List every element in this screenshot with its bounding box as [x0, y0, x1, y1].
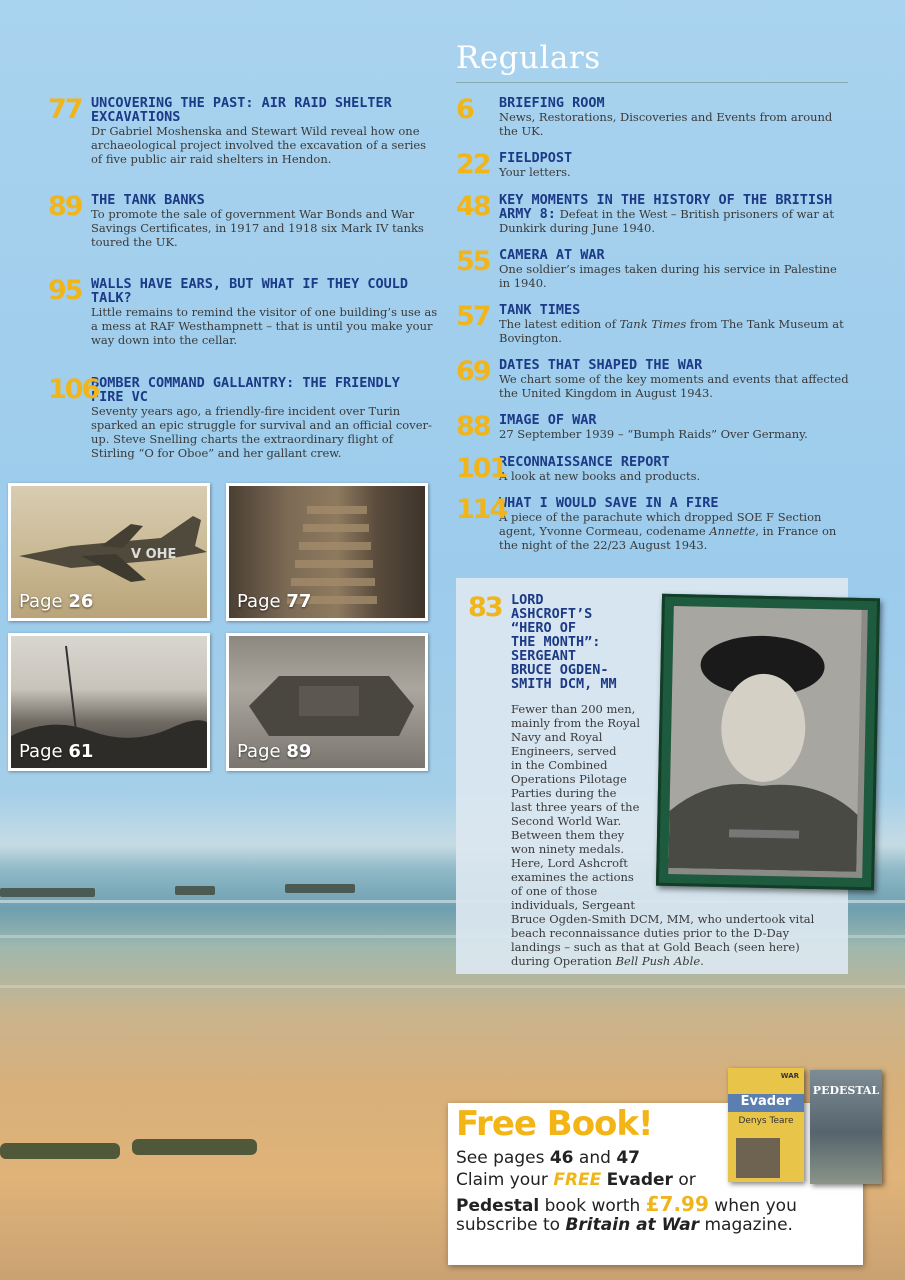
regular-item[interactable] [456, 193, 851, 235]
feature-description: Seventy years ago, a friendly-fire incident over Turin sparked an epic struggle for survival and an official cover-up. Steve Snelling charts the extraordinary flight of Stirling “O for Oboe” and her gallant crew. [91, 404, 432, 460]
regulars-heading: Regulars [456, 40, 601, 76]
regular-item[interactable] [456, 96, 851, 138]
regular-item[interactable] [456, 496, 851, 552]
hero-portrait-frame [656, 594, 880, 891]
regular-page-number: 57 [456, 301, 490, 332]
thumbnail-crowd[interactable] [8, 633, 210, 771]
promo-claim-line: Claim your FREE Evader or [456, 1170, 696, 1190]
regular-page-number: 48 [456, 191, 490, 222]
feature-title: BOMBER COMMAND GALLANTRY: THE FRIENDLY FIRE VC [91, 375, 400, 405]
regular-description: Defeat in the West – British prisoners of war at Dunkirk during June 1940. [499, 207, 834, 235]
feature-page-number: 89 [48, 191, 82, 222]
feature-description: To promote the sale of government War Bonds and War Savings Certificates, in 1917 and 1918 six Mark IV tanks toured the UK. [91, 207, 424, 249]
thumbnail-tank[interactable] [226, 633, 428, 771]
thumbnail-aircraft[interactable] [8, 483, 210, 621]
soldier-portrait [668, 606, 868, 878]
hero-title: LORD ASHCROFT’S “HERO OF THE MONTH”: SERGEANT BRUCE OGDEN- SMITH DCM, MM [511, 592, 617, 692]
regular-item[interactable] [456, 413, 851, 441]
regular-title: DATES THAT SHAPED THE WAR [499, 357, 703, 373]
hero-description: Fewer than 200 men, mainly from the Royal Navy and Royal Engineers, served in the Combined Operations Pilotage Parties during the last three years of the Second World War. Between them they won ninety medals. Here, Lord Ashcroft examines the actions of one of those individuals, Sergeant Bruce Ogden-Smith DCM, MM, who undertook vital beach reconnaissance duties prior to the D-Day landings – such as that at Gold Beach (seen here) during Operation Bell Push Able. [511, 702, 815, 968]
feature-page-number: 95 [48, 275, 82, 306]
regular-page-number: 55 [456, 246, 490, 277]
regular-page-number: 114 [456, 494, 507, 525]
feature-item[interactable] [48, 376, 440, 460]
shore-rocks [0, 1143, 120, 1159]
feature-description: Dr Gabriel Moshenska and Stewart Wild reveal how one archaeological project involved the excavation of a series of five public air raid shelters in Hendon. [91, 124, 427, 166]
regular-item[interactable] [456, 248, 851, 290]
thumbnail-stairway[interactable] [226, 483, 428, 621]
regular-page-number: 101 [456, 453, 507, 484]
regular-title: KEY MOMENTS IN THE HISTORY OF THE BRITISH ARMY 8: [499, 192, 833, 222]
thumbnail-caption: Page 26 [19, 591, 94, 612]
divider [456, 82, 848, 83]
promo-pages-line: See pages 46 and 47 [456, 1148, 640, 1168]
regular-title: CAMERA AT WAR [499, 247, 605, 263]
regular-description: News, Restorations, Discoveries and Events from around the UK. [499, 110, 833, 138]
regular-title: IMAGE OF WAR [499, 412, 597, 428]
regular-page-number: 88 [456, 411, 490, 442]
feature-title: WALLS HAVE EARS, BUT WHAT IF THEY COULD TALK? [91, 276, 408, 306]
pedestal-book-cover[interactable]: PEDESTAL [810, 1070, 882, 1184]
regular-item[interactable] [456, 303, 851, 345]
regular-title: BRIEFING ROOM [499, 95, 605, 111]
regular-description: We chart some of the key moments and events that affected the United Kingdom in August 1943. [499, 372, 849, 400]
feature-item[interactable] [48, 193, 440, 249]
regular-title: WHAT I WOULD SAVE IN A FIRE [499, 495, 719, 511]
surf-line [0, 985, 905, 988]
regular-item[interactable] [456, 358, 851, 400]
regular-description: The latest edition of Tank Times from The Tank Museum at Bovington. [499, 317, 844, 345]
regular-title: RECONNAISSANCE REPORT [499, 454, 670, 470]
thumbnail-caption: Page 89 [237, 741, 312, 762]
regular-page-number: 6 [456, 94, 473, 125]
regular-page-number: 69 [456, 356, 490, 387]
regular-description: A piece of the parachute which dropped SOE F Section agent, Yvonne Cormeau, codename Annette, in France on the night of the 22/23 August 1943. [499, 510, 837, 552]
regular-item[interactable] [456, 455, 851, 483]
evader-book-cover[interactable]: WAR Evader Denys Teare [728, 1068, 804, 1182]
regular-description: Your letters. [499, 165, 571, 179]
harbour-caisson [285, 884, 355, 893]
feature-page-number: 77 [48, 94, 82, 125]
feature-title: UNCOVERING THE PAST: AIR RAID SHELTER EXCAVATIONS [91, 95, 392, 125]
thumbnail-caption: Page 77 [237, 591, 312, 612]
regular-description: 27 September 1939 – “Bumph Raids” Over Germany. [499, 427, 808, 441]
hero-page-number: 83 [468, 592, 502, 623]
regular-title: FIELDPOST [499, 150, 573, 166]
regular-item[interactable] [456, 151, 851, 179]
feature-page-number: 106 [48, 374, 99, 405]
harbour-caisson [175, 886, 215, 895]
feature-description: Little remains to remind the visitor of one building’s use as a mess at RAF Westhampnett – that is until you make your way down into the cellar. [91, 305, 438, 347]
regular-title: TANK TIMES [499, 302, 581, 318]
harbour-caisson [0, 888, 95, 897]
regular-description: A look at new books and products. [499, 469, 701, 483]
feature-title: THE TANK BANKS [91, 192, 205, 208]
promo-title: Free Book! [456, 1104, 653, 1144]
regular-description: One soldier’s images taken during his service in Palestine in 1940. [499, 262, 837, 290]
regular-page-number: 22 [456, 149, 490, 180]
promo-price-line: Pedestal book worth £7.99 when you [456, 1192, 797, 1216]
shore-rocks [132, 1139, 257, 1155]
thumbnail-caption: Page 61 [19, 741, 94, 762]
feature-item[interactable] [48, 277, 440, 347]
feature-item[interactable] [48, 96, 440, 166]
svg-text:V OHE: V OHE [131, 547, 177, 562]
promo-subscribe-line: subscribe to Britain at War magazine. [456, 1215, 793, 1235]
